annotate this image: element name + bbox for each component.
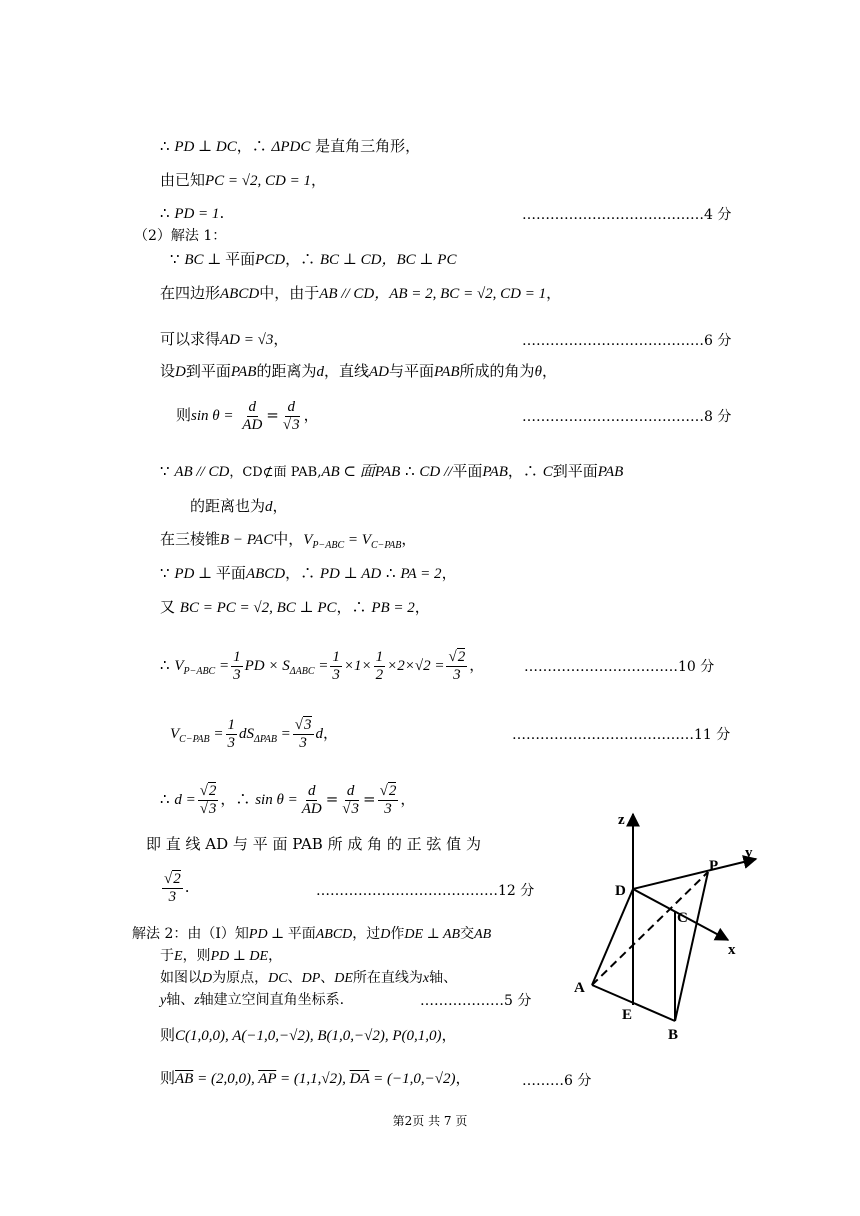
line-12: 在三棱锥B − PAC中，$V_{P-ABC} = V_{C-PAB}$， [160, 530, 417, 551]
line-13: ∵ PD ⊥ 平面ABCD，∴ PD ⊥ AD ∴ PA = 2， [160, 564, 457, 582]
line-8: 设D到平面PAB的距离为d，直线AD与平面PAB所成的角为θ， [160, 362, 557, 380]
score-4: …………………………………4 分 [522, 207, 732, 223]
label-x: x [728, 942, 736, 958]
line-17: ∴ d = $\frac{√2}{√3}$ ，∴ sin θ = $\frac{d}{AD}$ = $\frac{d}{√3}$ = $\frac{√2}{3}$ ， [160, 782, 416, 817]
line-1: ∴ PD ⊥ DC，∴ ΔPDC 是直角三角形， [160, 137, 421, 155]
page-footer: 第2页 共 7 页 [392, 1114, 468, 1128]
geometry-figure [560, 800, 780, 1050]
score-10: ……………………………10 分 [524, 659, 715, 675]
label-D: D [615, 883, 626, 899]
line-15: ∴ $V_{P-ABC}$ = $\frac{1}{3}$ PD × $S_{\Delta ABC}$ = $\frac{1}{3}$ ×1× $\frac{1}{2}$ ×2×√2 = $\frac{√2}{3}$ ， [160, 648, 485, 683]
line-7: 可以求得AD = √3， [160, 330, 289, 348]
label-E: E [622, 1007, 633, 1023]
score-12: …………………………………12 分 [316, 883, 535, 899]
label-A: A [574, 980, 585, 996]
line-9: 则sin θ = $\frac{d}{AD}$ = $\frac{d}{√3}$ ， [176, 398, 319, 433]
line-14: 又 BC = PC = √2, BC ⊥ PC，∴ PB = 2， [160, 598, 430, 616]
score-8: …………………………………8 分 [522, 409, 732, 425]
line-20: 解法 2：由（Ⅰ）知PD ⊥ 平面ABCD，过D作DE ⊥ AB交AB [132, 926, 492, 942]
line-22: 如图以D为原点，DC、DP、DE所在直线为x轴、 [160, 970, 458, 986]
label-y: y [745, 845, 753, 861]
label-B: B [668, 1027, 679, 1043]
line-5: ∵ BC ⊥ 平面PCD，∴ BC ⊥ CD，BC ⊥ PC [170, 250, 457, 268]
score-11: …………………………………11 分 [512, 727, 731, 743]
score-6a: …………………………………6 分 [522, 333, 732, 349]
line-16: $V_{C-PAB}$ = $\frac{1}{3}$ $dS_{\Delta PAB}$ = $\frac{√3}{3}$ d， [170, 716, 339, 751]
line-25: 则$\overline{AB} = (2,0,0)$, $\overline{AP} = (1,1,√2)$, $\overline{DA} = (-1,0,-√2)$， [160, 1069, 471, 1087]
line-6: 在四边形ABCD中，由于AB // CD，AB = 2, BC = √2, CD = 1， [160, 284, 562, 302]
line-19: $\frac{√2}{3}$ . [164, 870, 190, 905]
line-10: ∵ AB // CD，CD⊄面 PAB,AB ⊂ 面PAB ∴ CD //平面PAB，∴ C到平面PAB [160, 462, 624, 480]
line-3: ∴ PD = 1. [160, 204, 225, 222]
line-18: 即 直 线 AD 与 平 面 PAB 所 成 角 的 正 弦 值 为 [146, 835, 481, 853]
line-21: 于E，则PD ⊥ DE， [160, 948, 283, 964]
method1-heading: （2）解法 1： [134, 228, 227, 244]
label-z: z [618, 812, 625, 828]
score-6b: ………6 分 [522, 1073, 592, 1089]
score-5: ………………5 分 [420, 993, 532, 1009]
line-23: y轴、z轴建立空间直角坐标系. [160, 992, 345, 1008]
line-11: 的距离也为d， [190, 497, 288, 515]
label-C: C [677, 910, 688, 926]
line-2: 由已知PC = √2, CD = 1， [160, 171, 327, 189]
label-P: P [709, 858, 719, 874]
line-24: 则C(1,0,0), A(−1,0,−√2), B(1,0,−√2), P(0,1,0)， [160, 1026, 457, 1044]
